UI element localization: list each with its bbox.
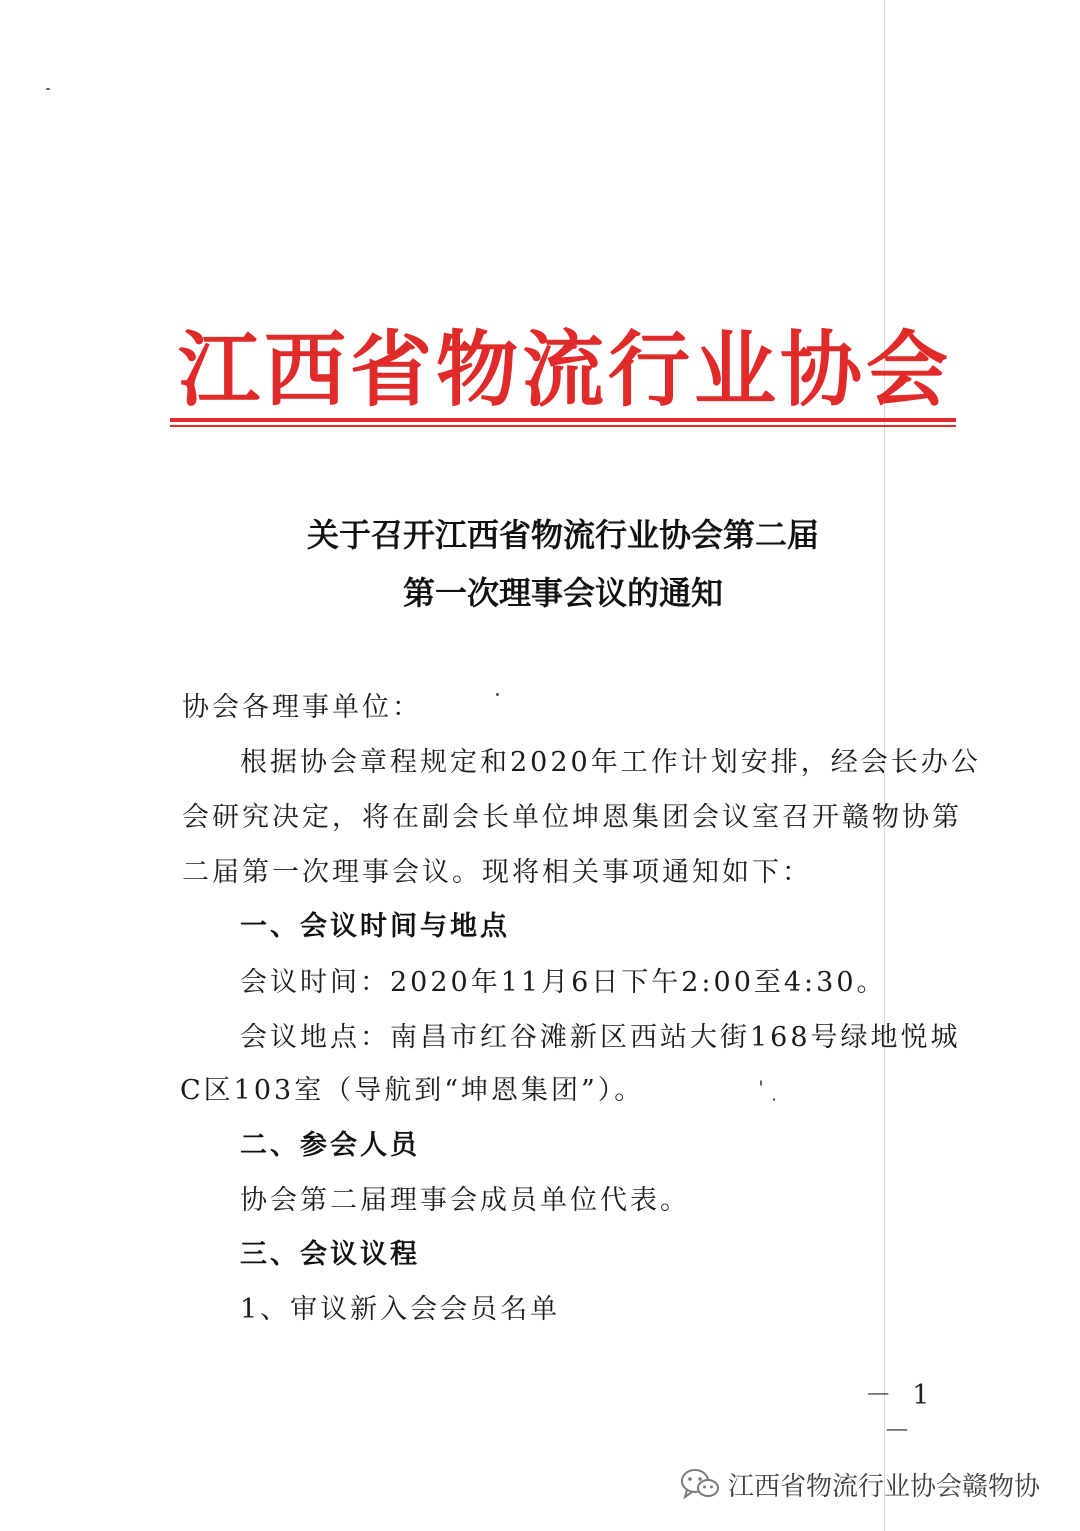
watermark — [680, 1462, 1040, 1506]
document-title-line-1: 关于召开江西省物流行业协会第二届 — [306, 516, 819, 554]
meeting-time: 会议时间：2020年11月6日下午2:00至4:30。 — [240, 967, 887, 998]
attendees-text: 协会第二届理事会成员单位代表。 — [240, 1185, 690, 1216]
scan-speck — [760, 1080, 762, 1086]
letterhead-rule-thin — [170, 425, 956, 427]
page-number: － 1 － — [864, 1380, 936, 1447]
scan-speck — [496, 693, 499, 696]
section-2-heading: 二、参会人员 — [240, 1130, 420, 1161]
meeting-place-line-2: C区103室（导航到“坤恩集团”）。 — [180, 1075, 645, 1106]
agenda-item-1: 1、审议新入会会员名单 — [240, 1294, 561, 1325]
letterhead-org-name: 江西省物流行业协会 — [177, 322, 952, 418]
letterhead-rule-thick — [170, 418, 956, 422]
intro-paragraph-line-3: 二届第一次理事会议。现将相关事项通知如下： — [182, 857, 812, 888]
meeting-place-line-1: 会议地点：南昌市红谷滩新区西站大街168号绿地悦城 — [240, 1022, 961, 1053]
salutation: 协会各理事单位： — [182, 692, 422, 723]
scan-speck — [773, 1098, 775, 1101]
section-1-heading: 一、会议时间与地点 — [240, 911, 510, 942]
intro-paragraph-line-2: 会研究决定，将在副会长单位坤恩集团会议室召开赣物协第 — [182, 802, 962, 833]
watermark-text: 江西省物流行业协会赣物协 — [728, 1471, 1041, 1502]
document-title-line-2: 第一次理事会议的通知 — [402, 574, 723, 612]
intro-paragraph-line-1: 根据协会章程规定和2020年工作计划安排，经会长办公 — [240, 747, 981, 778]
scan-speck — [46, 88, 50, 90]
wechat-icon — [680, 1467, 720, 1501]
section-3-heading: 三、会议议程 — [240, 1239, 420, 1270]
